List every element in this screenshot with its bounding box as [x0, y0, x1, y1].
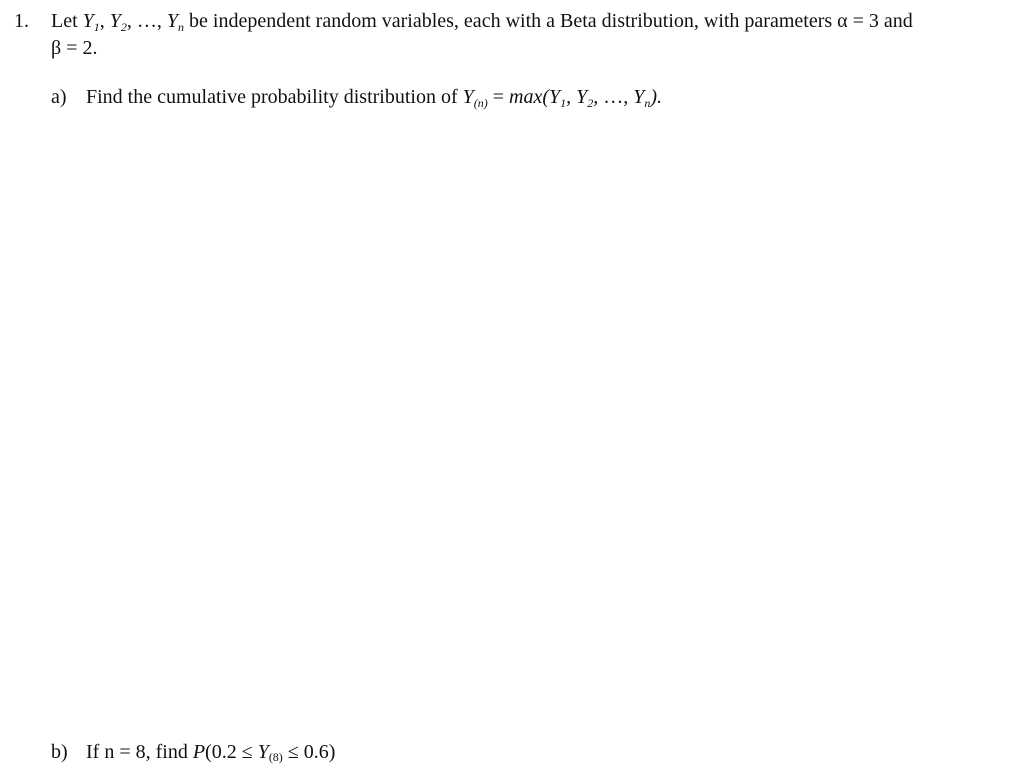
max-expression: $\max(Y_1$, $Y_2$, …, $Y_n$).	[509, 86, 663, 110]
question-intro-line-2: β = 2.	[51, 37, 98, 59]
var-yn: $Y_n$	[166, 10, 185, 34]
part-a-text: Find the cumulative probability distribution of $Y_{(n)} = \max(Y_1$, $Y_2$, …, $Y_n$).	[86, 86, 663, 110]
var-y1: $Y_1$	[82, 10, 100, 34]
prob-symbol: P	[192, 741, 206, 763]
var-y-max: $Y_{(n)}$	[462, 86, 488, 110]
var-y8: Y	[257, 741, 269, 763]
ellipsis: …	[136, 10, 157, 32]
intro-rest: be independent random variables, each with a Beta distribution, with parameters α = 3 and	[184, 10, 913, 32]
part-b-label: b)	[51, 741, 68, 763]
intro-lead: Let	[51, 10, 83, 32]
part-b-text: If n = 8, find P(0.2 ≤ Y(8) ≤ 0.6)	[86, 741, 336, 764]
question-number: 1.	[14, 10, 29, 32]
question-intro-line-1: Let $Y_1$, $Y_2$, …, $Y_n$ be independent random variables, each with a Beta distribution, with parameters α = 3 and	[51, 10, 913, 34]
var-y2: $Y_2$	[109, 10, 127, 34]
part-a-label: a)	[51, 86, 67, 108]
